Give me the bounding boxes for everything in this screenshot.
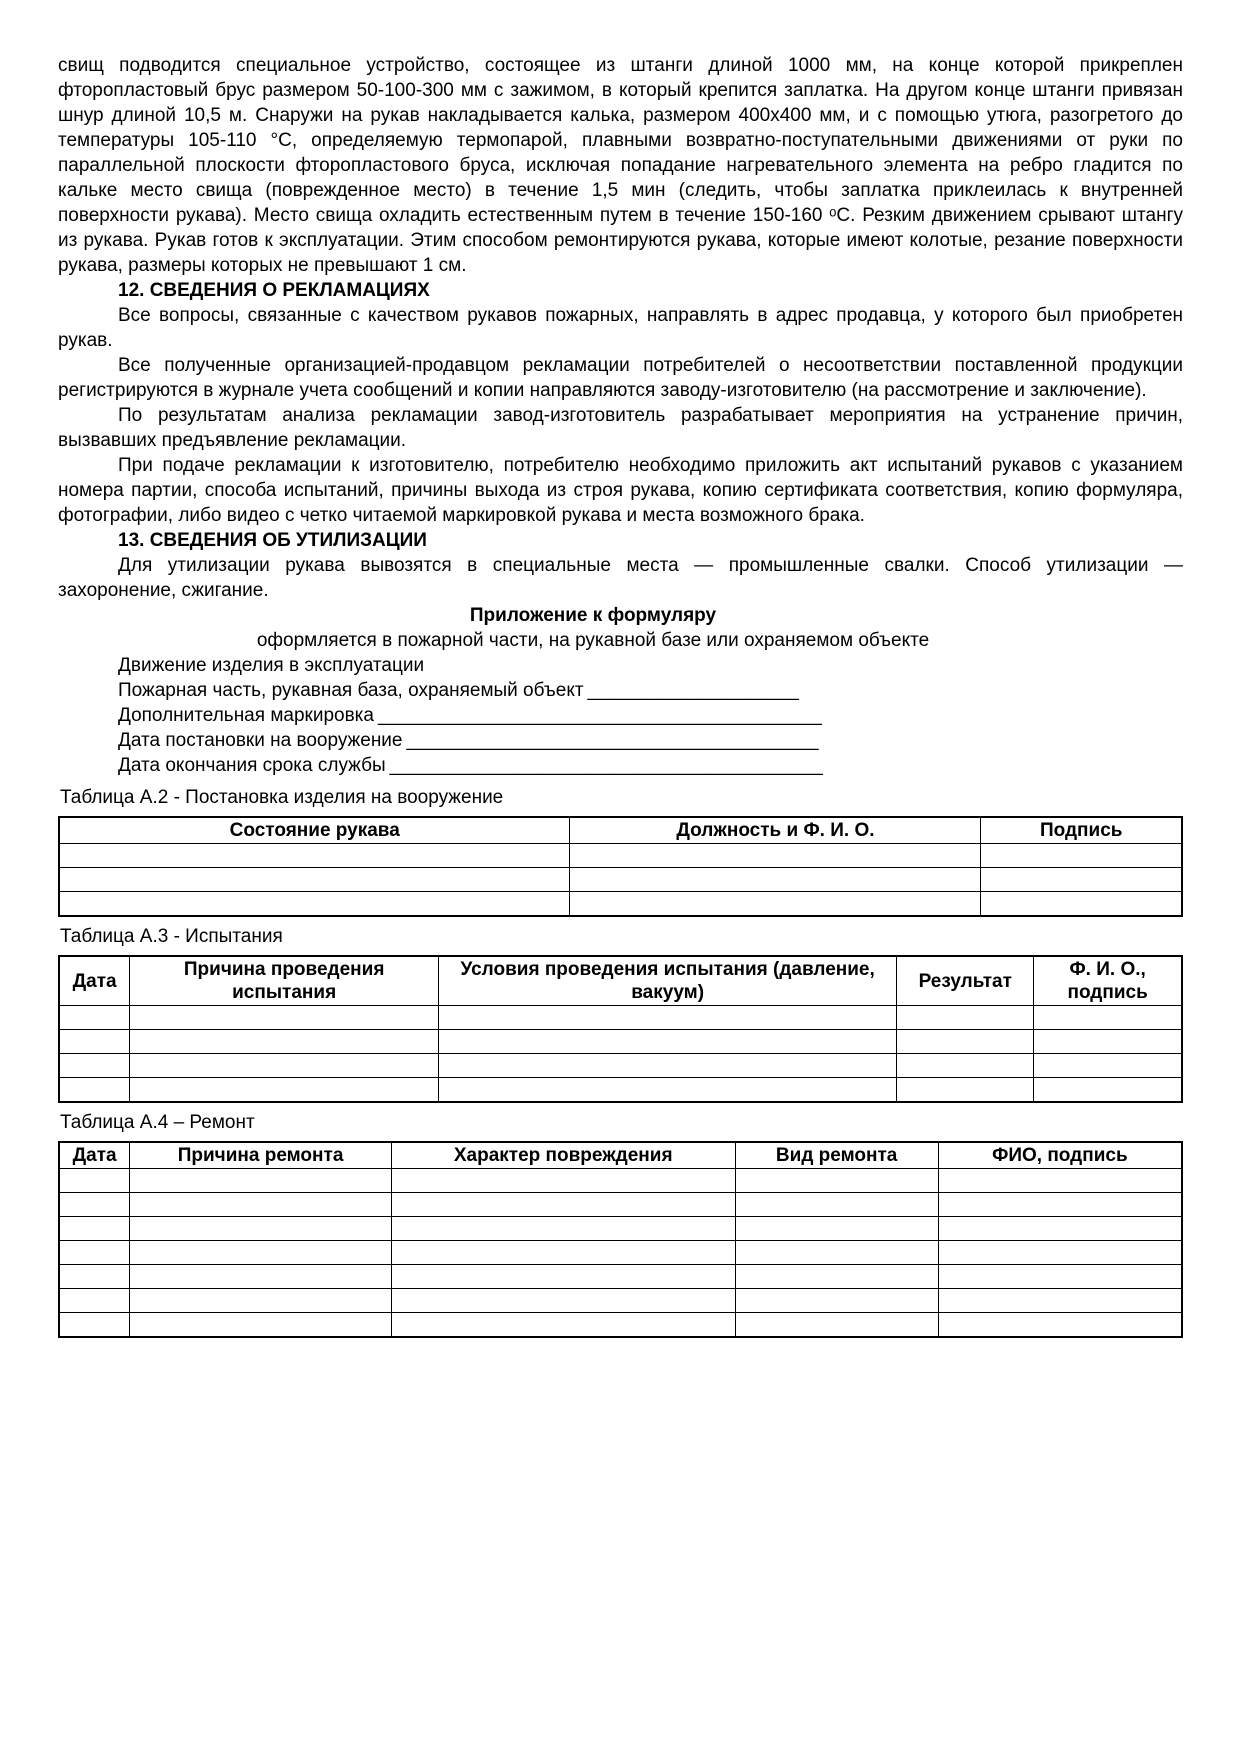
empty-cell [938,1193,1182,1217]
empty-cell [1034,1054,1182,1078]
empty-cell [391,1169,735,1193]
empty-cell [391,1241,735,1265]
empty-row [59,1169,1182,1193]
empty-cell [130,1078,439,1103]
empty-row [59,1265,1182,1289]
empty-cell [1034,1078,1182,1103]
header-row [59,1142,1182,1169]
empty-cell [59,1169,130,1193]
empty-cell [938,1265,1182,1289]
column-header: Причина проведения испытания [130,956,439,1006]
empty-row [59,1313,1182,1338]
empty-row [59,1006,1182,1030]
column-header: Должность и Ф. И. О. [570,817,981,844]
empty-cell [59,1006,130,1030]
empty-cell [59,892,570,917]
paragraph-repair-continuation: свищ подводится специальное устройство, состоящее из штанги длиной 1000 мм, на конце которой прикреплен фторопластовый брус размером 50-100-300 мм с зажимом, в который крепится заплатка. На другом конце штанги привязан шнур длиной 10,5 м. Снаружи на рукав накладывается калька, размером 400х400 мм, и с помощью утюга, разогретого до температуры 105-110 °С, определяемую термопарой, плавными возвратно-поступательными движениями от руки по параллельной плоскости фторопластового бруса, исключая попадание нагревательного элемента на ребро гладится по кальке место свища (поврежденное место) в течение 1,5 мин (следить, чтобы заплатка приклеилась к внутренней поверхности рукава). Место свища охладить естественным путем в течение 150-160 ᵒС. Резким движением срывают штангу из рукава. Рукав готов к эксплуатации. Этим способом ремонтируются рукава, которые имеют колотые, резание поверхности рукава, размеры которых не превышают 1 см. [58,55,1183,276]
empty-cell [59,1054,130,1078]
empty-cell [897,1054,1034,1078]
empty-row [59,1289,1182,1313]
column-header: Условия проведения испытания (давление, вакуум) [439,956,897,1006]
empty-cell [59,1078,130,1103]
empty-cell [897,1078,1034,1103]
empty-row [59,1241,1182,1265]
empty-cell [735,1289,938,1313]
paragraph-claims-address: Все вопросы, связанные с качеством рукавов пожарных, направлять в адрес продавца, у которого был приобретен рукав. [58,305,1183,351]
empty-cell [735,1193,938,1217]
empty-cell [59,1265,130,1289]
empty-row [59,1217,1182,1241]
field-commissioning-date [58,728,1183,753]
empty-cell [59,1289,130,1313]
column-header: Состояние рукава [59,817,570,844]
table-a3-caption: Таблица А.3 - Испытания [60,926,283,947]
empty-cell [735,1265,938,1289]
field-commissioning-date-blank: _______________________________________ [406,730,819,751]
empty-row [59,1193,1182,1217]
field-fire-station [58,678,1183,703]
empty-cell [391,1265,735,1289]
paragraph-disposal: Для утилизации рукава вывозятся в специальные места — промышленные свалки. Способ утилизации — захоронение, сжигание. [58,555,1183,601]
section-heading-12-claims: 12. СВЕДЕНИЯ О РЕКЛАМАЦИЯХ [118,280,430,301]
table-a3-tests [58,955,1183,1103]
empty-cell [130,1169,392,1193]
empty-cell [735,1169,938,1193]
empty-cell [735,1313,938,1338]
field-additional-marking [58,703,1183,728]
column-header: Причина ремонта [130,1142,392,1169]
empty-cell [59,868,570,892]
empty-cell [130,1313,392,1338]
column-header: Подпись [981,817,1182,844]
empty-cell [981,892,1182,917]
empty-row [59,892,1182,917]
field-fire-station-blank: ____________________ [587,680,799,701]
paragraph-claims-registration: Все полученные организацией-продавцом рекламации потребителей о несоответствии поставленной продукции регистрируются в журнале учета сообщений и копии направляются заводу-изготовителю (на рассмотрение и заключение). [58,355,1183,401]
empty-cell [391,1313,735,1338]
field-end-of-service-date [58,753,1183,778]
empty-cell [130,1030,439,1054]
field-end-of-service-date-blank: _________________________________________ [389,755,823,776]
column-header: Характер повреждения [391,1142,735,1169]
empty-cell [897,1030,1034,1054]
field-additional-marking-label: Дополнительная маркировка [118,705,374,726]
paragraph-claims-submission: При подаче рекламации к изготовителю, потребителю необходимо приложить акт испытаний рукавов с указанием номера партии, способа испытаний, причины выхода из строя рукава, копию сертификата соответствия, копию формуляра, фотографии, либо видео с четко читаемой маркировкой рукава и места возможного брака. [58,455,1183,526]
table-a4-caption: Таблица А.4 – Ремонт [60,1112,255,1133]
header-row [59,956,1182,1006]
empty-row [59,1054,1182,1078]
field-commissioning-date-label: Дата постановки на вооружение [118,730,403,751]
empty-cell [59,1030,130,1054]
empty-cell [735,1241,938,1265]
empty-cell [59,1217,130,1241]
empty-cell [391,1193,735,1217]
column-header: Результат [897,956,1034,1006]
header-row [59,817,1182,844]
empty-cell [130,1054,439,1078]
empty-cell [130,1193,392,1217]
empty-cell [981,868,1182,892]
field-additional-marking-blank: __________________________________________ [377,705,822,726]
empty-cell [938,1217,1182,1241]
empty-cell [570,844,981,868]
table-a2-commissioning [58,816,1183,917]
empty-cell [897,1006,1034,1030]
empty-cell [570,892,981,917]
table-a4-repair [58,1141,1183,1338]
empty-cell [130,1265,392,1289]
empty-cell [130,1006,439,1030]
empty-cell [439,1030,897,1054]
empty-row [59,1078,1182,1103]
empty-cell [981,844,1182,868]
empty-cell [391,1217,735,1241]
empty-cell [1034,1030,1182,1054]
empty-cell [130,1289,392,1313]
column-header: Дата [59,1142,130,1169]
empty-row [59,1030,1182,1054]
field-fire-station-label: Пожарная часть, рукавная база, охраняемый объект [118,680,584,701]
empty-cell [439,1054,897,1078]
empty-cell [391,1289,735,1313]
empty-cell [938,1289,1182,1313]
empty-cell [938,1169,1182,1193]
empty-cell [130,1217,392,1241]
movement-in-operation-line: Движение изделия в эксплуатации [118,655,425,676]
empty-cell [59,844,570,868]
empty-cell [130,1241,392,1265]
paragraph-claims-analysis: По результатам анализа рекламации завод-изготовитель разрабатывает мероприятия на устранение причин, вызвавших предъявление рекламации. [58,405,1183,451]
empty-cell [59,1241,130,1265]
empty-cell [735,1217,938,1241]
annex-subtitle: оформляется в пожарной части, на рукавной базе или охраняемом объекте [256,630,930,651]
section-heading-13-disposal: 13. СВЕДЕНИЯ ОБ УТИЛИЗАЦИИ [118,530,427,551]
empty-row [59,844,1182,868]
empty-cell [59,1193,130,1217]
annex-title: Приложение к формуляру [469,605,717,626]
table-a2-caption: Таблица А.2 - Постановка изделия на вооружение [60,787,504,808]
column-header: ФИО, подпись [938,1142,1182,1169]
empty-cell [938,1313,1182,1338]
field-end-of-service-date-label: Дата окончания срока службы [118,755,386,776]
empty-cell [59,1313,130,1338]
empty-cell [439,1006,897,1030]
empty-cell [1034,1006,1182,1030]
column-header: Вид ремонта [735,1142,938,1169]
empty-cell [439,1078,897,1103]
empty-cell [570,868,981,892]
empty-row [59,868,1182,892]
column-header: Дата [59,956,130,1006]
column-header: Ф. И. О., подпись [1034,956,1182,1006]
empty-cell [938,1241,1182,1265]
